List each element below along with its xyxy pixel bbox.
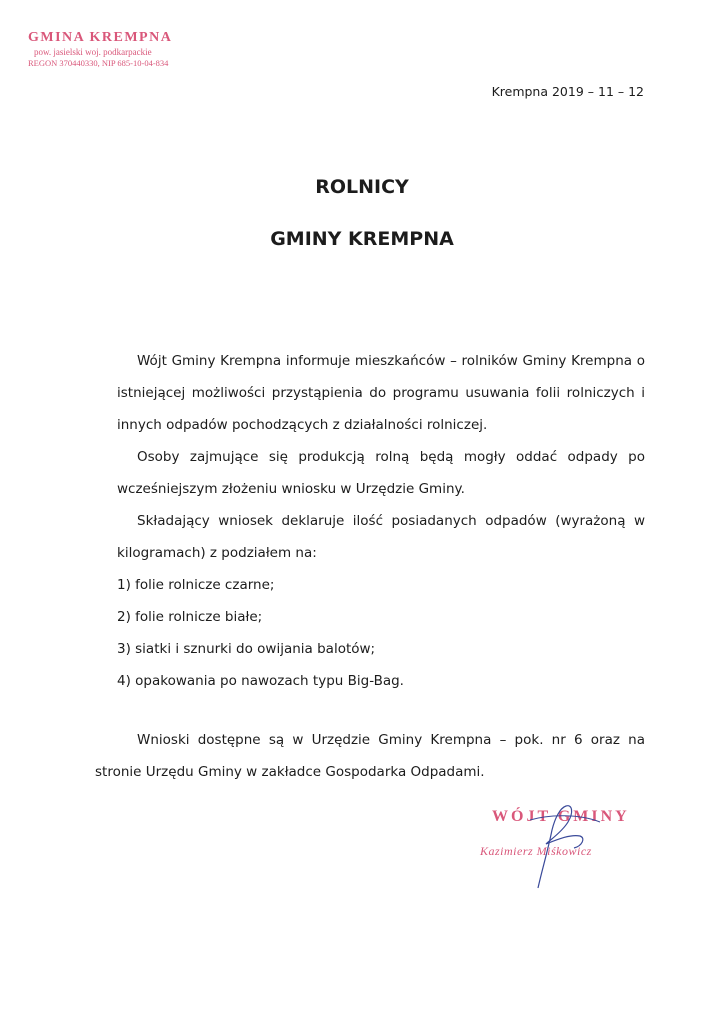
list-item: 3) siatki i sznurki do owijania balotów; — [117, 641, 376, 657]
closing-text: Wnioski dostępne są w Urzędzie Gminy Krempna – pok. nr 6 oraz na stronie Urzędu Gminy w zakładce Gospodarka Odpadami. — [95, 732, 645, 780]
stamp-district: pow. jasielski woj. podkarpackie — [34, 47, 152, 57]
letter-date: Krempna 2019 – 11 – 12 — [491, 84, 644, 99]
paragraph-1: Wójt Gminy Krempna informuje mieszkańców – rolników Gminy Krempna o istniejącej możliwości przystąpienia do programu usuwania folii rolniczych i innych odpadów pochodzących z działalności rolniczej. — [117, 353, 645, 433]
signature-stamp — [480, 808, 650, 859]
signature-name: Kazimierz Miśkowicz — [480, 844, 592, 858]
signature-role: WÓJT GMINY — [492, 808, 630, 825]
stamp-ids: REGON 370440330, NIP 685-10-04-834 — [28, 58, 169, 68]
paragraph-2: Osoby zajmujące się produkcją rolną będą mogły oddać odpady po wcześniejszym złożeniu wniosku w Urzędzie Gminy. — [117, 449, 645, 497]
header-stamp — [28, 30, 198, 69]
list-item: 1) folie rolnicze czarne; — [117, 577, 275, 593]
paragraph-3: Składający wniosek deklaruje ilość posiadanych odpadów (wyrażoną w kilogramach) z podziałem na: — [117, 513, 645, 561]
stamp-org-name: GMINA KREMPNA — [28, 30, 173, 45]
list-item: 2) folie rolnicze białe; — [117, 609, 263, 625]
closing-paragraph — [95, 724, 645, 788]
list-item: 4) opakowania po nawozach typu Big-Bag. — [117, 673, 404, 689]
title-line-1: ROLNICY — [315, 176, 409, 198]
letter-body — [117, 345, 645, 697]
title-line-2: GMINY KREMPNA — [270, 228, 454, 250]
